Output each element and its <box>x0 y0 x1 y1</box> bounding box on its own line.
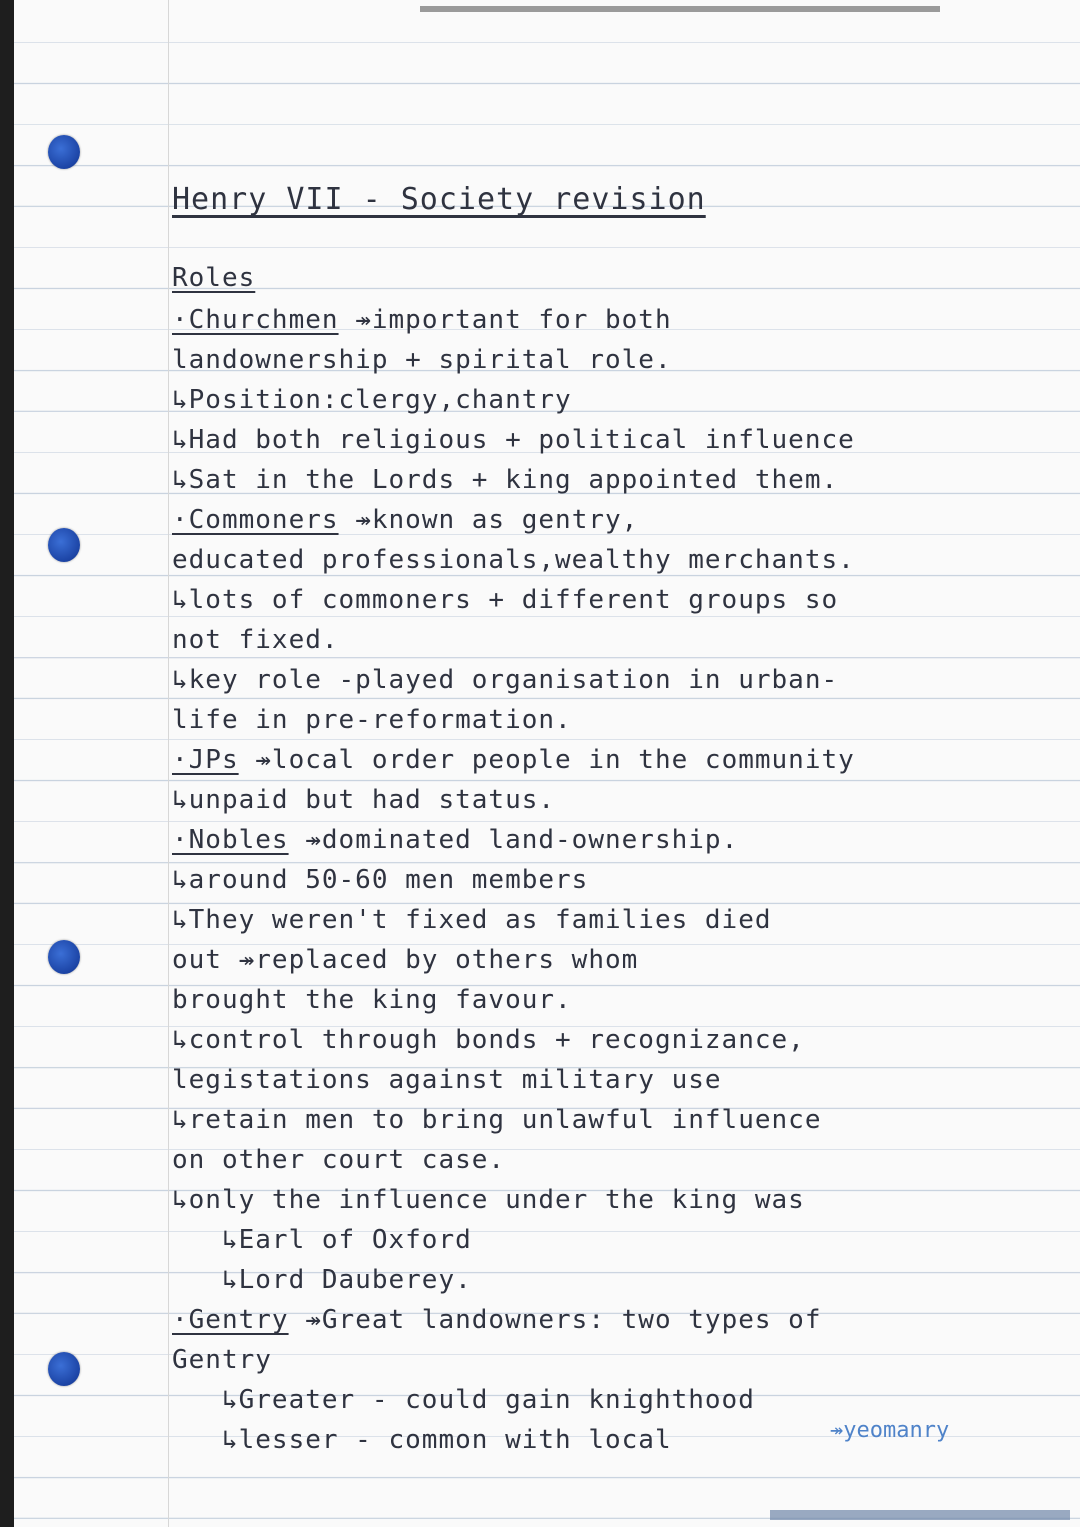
note-text: ↠local order people in the community <box>238 745 855 775</box>
note-line: out ↠replaced by others whom <box>172 945 639 975</box>
note-line: on other court case. <box>172 1145 506 1175</box>
note-line <box>172 300 672 340</box>
note-line: ↳Lord Dauberey. <box>172 1265 472 1295</box>
note-line: ↳around 50-60 men members <box>172 865 589 895</box>
note-line: ↳Had both religious + political influence <box>172 425 855 455</box>
page-title: Henry VII - Society revision <box>172 182 706 217</box>
note-text: ↠dominated land-ownership. <box>288 825 739 855</box>
note-line: landownership + spirital role. <box>172 345 672 375</box>
note-line: ↳Sat in the Lords + king appointed them. <box>172 465 839 495</box>
note-text: ↠important for both <box>338 305 672 335</box>
note-text: ↠Great landowners: two types of <box>288 1305 822 1335</box>
note-label: ·Nobles <box>172 825 289 855</box>
note-line: ↳Position:clergy,chantry <box>172 385 572 415</box>
note-line: ↳retain men to bring unlawful influence <box>172 1105 822 1135</box>
note-line: Gentry <box>172 1345 272 1375</box>
note-line <box>172 1300 821 1340</box>
note-label: ·Gentry <box>172 1305 289 1335</box>
note-label: ·JPs <box>172 745 239 775</box>
punch-hole <box>48 940 80 974</box>
page-left-edge <box>0 0 14 1527</box>
note-line: ↳lots of commoners + different groups so <box>172 585 839 615</box>
note-line: ↳key role -played organisation in urban- <box>172 665 839 695</box>
note-line: ↳control through bonds + recognizance, <box>172 1025 805 1055</box>
note-line: ↳Greater - could gain knighthood <box>172 1385 755 1415</box>
note-text: ↠known as gentry, <box>338 505 639 535</box>
punch-hole <box>48 135 80 169</box>
note-line <box>172 820 738 860</box>
page-bottom-edge <box>770 1510 1070 1520</box>
note-label: ·Churchmen <box>172 305 339 335</box>
note-line <box>172 740 855 780</box>
margin-line <box>168 0 169 1527</box>
roles-heading: Roles <box>172 263 256 293</box>
note-line <box>172 500 638 540</box>
note-label: ·Commoners <box>172 505 339 535</box>
note-line: brought the king favour. <box>172 985 572 1015</box>
side-note-yeomanry: ↠yeomanry <box>830 1418 950 1443</box>
punch-hole <box>48 528 80 562</box>
punch-hole <box>48 1352 80 1386</box>
note-line: not fixed. <box>172 625 339 655</box>
note-line: ↳unpaid but had status. <box>172 785 556 815</box>
note-line: ↳lesser - common with local <box>172 1425 672 1455</box>
page-top-edge <box>420 6 940 12</box>
note-line: life in pre-reformation. <box>172 705 572 735</box>
note-line: ↳They weren't fixed as families died <box>172 905 772 935</box>
note-line: legistations against military use <box>172 1065 722 1095</box>
note-line: educated professionals,wealthy merchants. <box>172 545 855 575</box>
note-line: ↳Earl of Oxford <box>172 1225 472 1255</box>
note-line: ↳only the influence under the king was <box>172 1185 805 1215</box>
